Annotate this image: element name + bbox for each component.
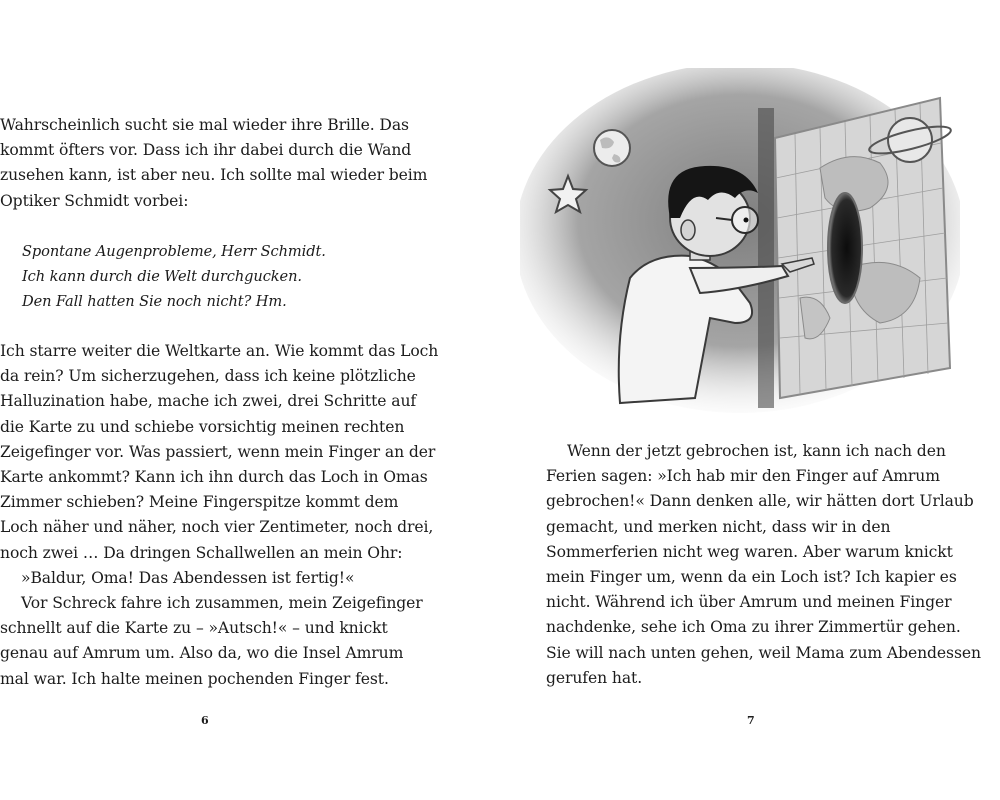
text-line: genau auf Amrum um. Also da, wo die Insel Amrum [0, 644, 404, 663]
dialogue-line: »Baldur, Oma! Das Abendessen ist fertig!« [21, 568, 355, 587]
text-line: nicht. Während ich über Amrum und meinen Finger [546, 593, 952, 612]
text-line: Zeigefinger vor. Was passiert, wenn mein Finger an der [0, 442, 436, 461]
text-line: gebrochen!« Dann denken alle, wir hätten dort Urlaub [546, 492, 974, 511]
paragraph-gebrochen [546, 439, 981, 691]
text-line: die Karte zu und schiebe vorsichtig meinen rechten [0, 417, 405, 436]
text-line: gemacht, und merken nicht, dass wir in den [546, 517, 891, 536]
text-line: nachdenke, sehe ich Oma zu ihrer Zimmertür gehen. [546, 618, 961, 637]
text-line: Sommerferien nicht weg waren. Aber warum knickt [546, 542, 953, 561]
page-number-right: 7 [747, 714, 755, 727]
text-line: Ich starre weiter die Weltkarte an. Wie kommt das Loch [0, 342, 439, 360]
right-page [500, 0, 1000, 800]
paragraph-weltkarte [0, 339, 438, 692]
text-line: Zimmer schieben? Meine Fingerspitze kommt dem [0, 493, 399, 512]
text-line: gerufen hat. [546, 668, 643, 687]
text-line: Vor Schreck fahre ich zusammen, mein Zeigefinger [21, 594, 423, 613]
italic-quote [22, 239, 326, 315]
text-line: schnellt auf die Karte zu – »Autsch!« – und knickt [0, 619, 388, 638]
text-line: Ferien sagen: »Ich hab mir den Finger auf Amrum [546, 467, 940, 486]
text-line: mein Finger um, wenn da ein Loch ist? Ich kapier es [546, 568, 957, 587]
text-line: Wenn der jetzt gebrochen ist, kann ich nach den [567, 442, 946, 460]
text-line: Sie will nach unten gehen, weil Mama zum Abendessen [546, 643, 981, 662]
text-line: Optiker Schmidt vorbei: [0, 191, 189, 210]
page-number-left: 6 [201, 714, 209, 727]
quote-line: Den Fall hatten Sie noch nicht? Hm. [22, 293, 287, 311]
text-line: kommt öfters vor. Dass ich ihr dabei durch die Wand [0, 141, 412, 160]
text-line: Loch näher und näher, noch vier Zentimeter, noch drei, [0, 518, 434, 537]
quote-line: Ich kann durch die Welt durchgucken. [22, 268, 302, 286]
text-line: da rein? Um sicherzugehen, dass ich keine plötzliche [0, 367, 416, 386]
text-line: mal war. Ich halte meinen pochenden Finger fest. [0, 669, 389, 688]
text-line: Halluzination habe, mache ich zwei, drei Schritte auf [0, 392, 417, 411]
paragraph-brille [0, 113, 427, 214]
text-line: zusehen kann, ist aber neu. Ich sollte mal wieder beim [0, 166, 428, 185]
quote-line: Spontane Augenprobleme, Herr Schmidt. [22, 243, 326, 260]
text-line: noch zwei … Da dringen Schallwellen an mein Ohr: [0, 543, 403, 562]
text-line: Karte ankommt? Kann ich ihn durch das Loch in Omas [0, 468, 428, 487]
text-line: Wahrscheinlich sucht sie mal wieder ihre Brille. Das [0, 116, 409, 134]
